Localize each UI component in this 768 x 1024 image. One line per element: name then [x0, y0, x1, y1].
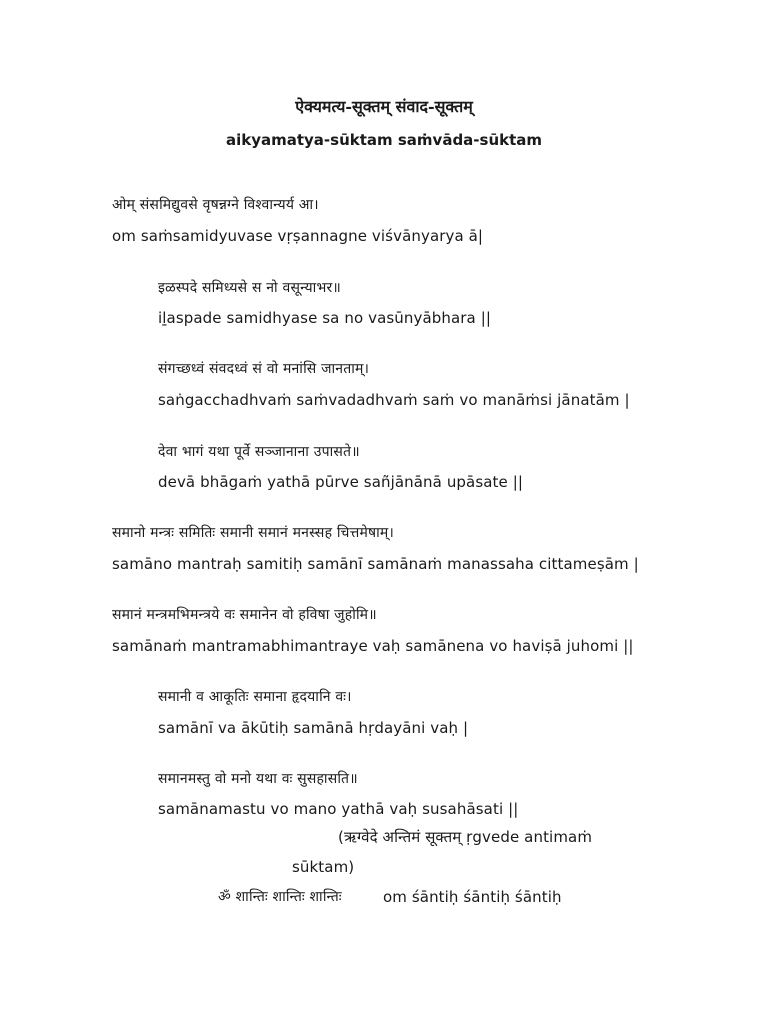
- verse-7-roman: samānī va ākūtiḥ samānā hṛdayāni vaḥ |: [158, 719, 469, 737]
- verse-1-roman: om saṁsamidyuvase vṛṣannagne viśvānyarya ā|: [112, 227, 484, 245]
- verse-4-roman: devā bhāgaṁ yathā pūrve sañjānānā upāsate ||: [158, 473, 524, 491]
- verse-1-devanagari: ओम् संसमिद्युवसे वृषन्नग्ने विश्वान्यर्य आ।: [112, 197, 319, 213]
- title-devanagari: ऐक्यमत्य-सूक्तम् संवाद-सूक्तम्: [295, 97, 473, 116]
- verse-2-devanagari: इळस्पदे समिध्यसे स नो वसून्याभर॥: [158, 280, 341, 296]
- verse-7-devanagari: समानी व आकूतिः समाना हृदयानि वः।: [158, 689, 352, 705]
- verse-5-roman: samāno mantraḥ samitiḥ samānī samānaṁ manassaha cittameṣām |: [112, 555, 639, 573]
- verse-3-roman: saṅgacchadhvaṁ saṁvadadhvaṁ saṁ vo manāṁsi jānatām |: [158, 391, 630, 409]
- source-attribution-line1: (ऋग्वेदे अन्तिमं सूक्तम् ṛgvede antimaṁ: [338, 828, 593, 846]
- verse-6-devanagari: समानं मन्त्रमभिमन्त्रये वः समानेन वो हविषा जुहोमि॥: [112, 607, 377, 623]
- shanti-devanagari: ॐ शान्तिः शान्तिः शान्तिः: [218, 889, 342, 905]
- verse-5-devanagari: समानो मन्त्रः समितिः समानी समानं मनस्सह चित्तमेषाम्।: [112, 525, 395, 541]
- shanti-roman: om śāntiḥ śāntiḥ śāntiḥ: [383, 888, 562, 906]
- verse-8-roman: samānamastu vo mano yathā vaḥ susahāsati ||: [158, 800, 519, 818]
- verse-8-devanagari: समानमस्तु वो मनो यथा वः सुसहासति॥: [158, 771, 358, 787]
- verse-2-roman: iḻaspade samidhyase sa no vasūnyābhara ||: [158, 309, 492, 327]
- title-roman: aikyamatya-sūktam saṁvāda-sūktam: [225, 131, 543, 149]
- verse-6-roman: samānaṁ mantramabhimantraye vaḥ samānena vo haviṣā juhomi ||: [112, 637, 634, 655]
- source-attribution-line2: sūktam): [292, 858, 355, 876]
- verse-3-devanagari: संगच्छध्वं संवदध्वं सं वो मनांसि जानताम्।: [158, 361, 370, 377]
- verse-4-devanagari: देवा भागं यथा पूर्वे सञ्जानाना उपासते॥: [158, 444, 360, 460]
